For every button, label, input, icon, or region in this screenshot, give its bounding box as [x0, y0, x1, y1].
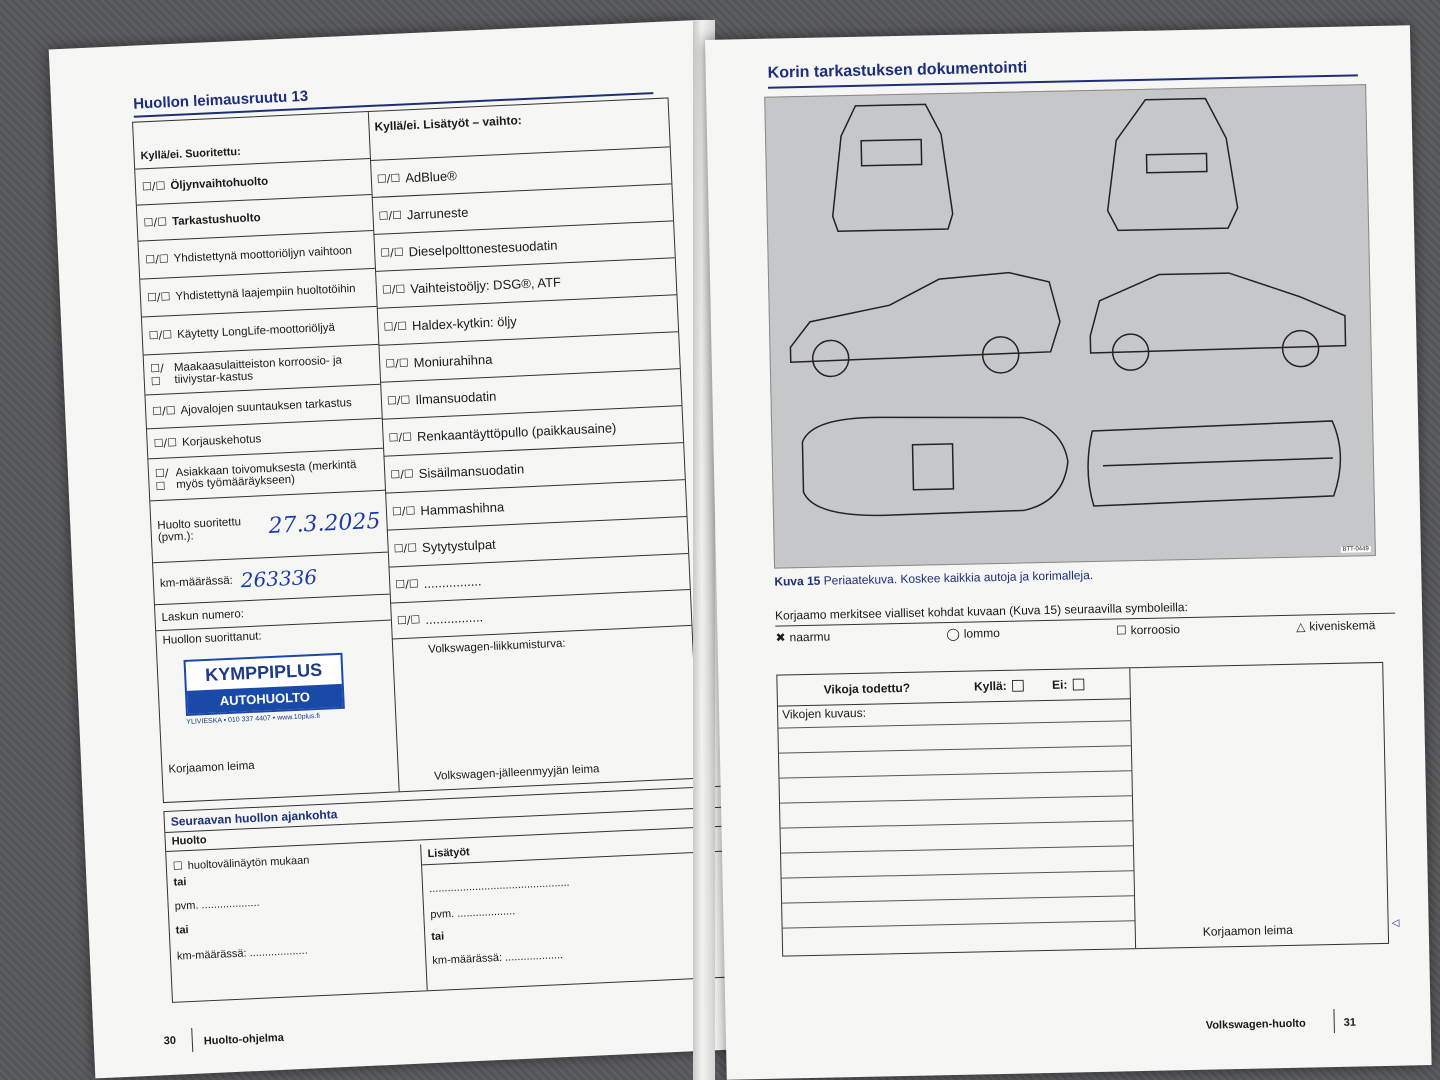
- performer-label: Huollon suorittanut:: [162, 630, 262, 647]
- yes-no-checkbox[interactable]: ☐/☐: [393, 540, 418, 555]
- interval-label: huoltovälinäytön mukaan: [187, 854, 310, 873]
- defects-description-area: [778, 698, 1136, 955]
- page-number: 30: [163, 1034, 177, 1048]
- symbol-label: naarmu: [789, 629, 831, 645]
- description-lines: [778, 720, 1135, 952]
- left-items-list: [135, 158, 385, 500]
- extra-work-label: Vaihteistoöljy: DSG®, ATF: [409, 273, 562, 296]
- stamp-line1: KYMPPIPLUS: [204, 659, 323, 686]
- yes-no-checkbox[interactable]: ☐/☐: [143, 215, 168, 230]
- no-checkbox[interactable]: ☐: [1071, 674, 1086, 694]
- extra-km-field: km-määrässä: ...................: [432, 949, 564, 968]
- extra-work-label: Haldex-kytkin: öljy: [411, 313, 517, 333]
- continue-arrow-icon: ◁: [1391, 917, 1400, 929]
- interval-checkbox[interactable]: ☐: [172, 859, 184, 873]
- footer-section: Volkswagen-huolto: [1205, 1017, 1306, 1032]
- service-item-label: Käytetty LongLife-moottoriöljyä: [176, 321, 336, 341]
- next-service-box: [163, 786, 733, 1003]
- right-column-header: Kyllä/ei. Lisätyöt – vaihto:: [374, 113, 523, 134]
- service-date-row: [150, 490, 388, 563]
- extra-work-label: Hammashihna: [420, 498, 505, 518]
- yes-no-checkbox[interactable]: ☐/☐: [149, 361, 165, 388]
- symbol-icon: △: [1295, 619, 1306, 634]
- yes-no-checkbox[interactable]: ☐/☐: [391, 503, 416, 518]
- page-title: Huollon leimausruutu 13: [132, 87, 309, 113]
- left-page: [49, 20, 745, 1078]
- yes-no-checkbox[interactable]: ☐/☐: [384, 355, 409, 371]
- service-grid: [132, 97, 699, 803]
- service-item-label: Asiakkaan toivomuksesta (merkintä myös työmääräykseen): [175, 458, 357, 491]
- yes-no-checkbox[interactable]: ☐/☐: [153, 436, 178, 451]
- yes-no-checkbox[interactable]: ☐/☐: [154, 465, 169, 493]
- workshop-stamp-label: Korjaamon leima: [168, 759, 255, 776]
- caption-label: Kuva 15: [774, 573, 821, 589]
- km-label: km-määrässä:: [159, 574, 234, 590]
- workshop-stamp-label: Korjaamon leima: [1202, 922, 1293, 939]
- invoice-label: Laskun numero:: [161, 607, 245, 624]
- service-item-label: Maakaasulaitteiston korroosio- ja tiiviystar-kastus: [173, 354, 343, 386]
- service-item-label: Tarkastushuolto: [171, 211, 261, 228]
- instruction-text: Korjaamo merkitsee vialliset kohdat kuvaan (Kuva 15) seuraavilla symboleilla:: [775, 596, 1395, 627]
- yes-no-checkbox[interactable]: ☐/☐: [141, 179, 166, 194]
- yes-no-checkbox[interactable]: ☐/☐: [376, 171, 401, 186]
- mobility-row: [392, 625, 698, 788]
- no-label: Ei:: [1051, 677, 1068, 692]
- right-page: [705, 25, 1432, 1080]
- yes-no-checkbox[interactable]: ☐/☐: [379, 245, 404, 260]
- symbol-icon: ☐: [1115, 623, 1127, 638]
- symbol-0: [775, 630, 830, 645]
- side-view-hatchback: [1089, 271, 1346, 353]
- extra-work-label: Jarruneste: [406, 204, 469, 222]
- underbody-view-car: [1087, 421, 1341, 506]
- yes-no-checkbox[interactable]: ☐/☐: [146, 290, 171, 305]
- yes-no-checkbox[interactable]: ☐/☐: [151, 404, 176, 419]
- extra-work-label: ................: [423, 573, 482, 592]
- yes-no-checkbox[interactable]: ☐/☐: [388, 429, 413, 444]
- mobility-label: Volkswagen-liikkumisturva:: [428, 637, 566, 656]
- dealer-stamp-label: Volkswagen-jälleenmyyjän leima: [433, 763, 600, 783]
- or-label-3: tai: [431, 930, 445, 944]
- extra-work-label: Moniurahihna: [413, 351, 493, 370]
- yes-no-checkbox[interactable]: ☐/☐: [378, 208, 403, 223]
- extra-work-label: ................: [425, 609, 484, 627]
- yes-label: Kyllä:: [973, 678, 1007, 694]
- date-field: pvm. ...................: [174, 896, 260, 913]
- front-view-car: [1105, 98, 1238, 231]
- top-view-car: [802, 413, 1069, 517]
- caption-text: Periaatekuva. Koskee kaikkia autoja ja korimalleja.: [823, 567, 1094, 588]
- footer-section: Huolto-ohjelma: [203, 1031, 285, 1048]
- yes-no-checkbox[interactable]: ☐/☐: [148, 328, 173, 343]
- km-field: km-määrässä: ...................: [176, 944, 308, 963]
- car-body-diagram: [764, 84, 1376, 569]
- yes-no-checkbox[interactable]: ☐/☐: [383, 319, 408, 334]
- service-date-label: Huolto suoritettu (pvm.):: [157, 515, 242, 544]
- right-column: [368, 98, 699, 791]
- left-column-header: Kyllä/ei. Suoritettu:: [140, 145, 242, 163]
- right-items-list: [370, 146, 691, 638]
- rear-view-car: [830, 104, 953, 231]
- symbol-label: korroosio: [1130, 622, 1181, 638]
- symbol-1: [946, 626, 1000, 641]
- or-label: tai: [173, 876, 187, 889]
- next-service-title: Seuraavan huollon ajankohta: [164, 787, 724, 833]
- service-date-value: 27.3.2025: [267, 508, 381, 539]
- extra-work-label: Ilmansuodatin: [415, 388, 497, 407]
- service-item-label: Ajovalojen suuntauksen tarkastus: [180, 396, 353, 417]
- defects-box: [776, 662, 1389, 957]
- symbol-3: [1296, 618, 1376, 634]
- service-column: [166, 844, 427, 1001]
- symbol-label: lommo: [963, 625, 1000, 641]
- service-item-label: Korjauskehotus: [181, 432, 262, 449]
- footer-divider: [1333, 1009, 1335, 1033]
- left-column: [133, 112, 403, 802]
- side-view-sedan: [789, 272, 1061, 363]
- stamp-line3: YLIVIESKA • 010 337 4407 • www.10plus.fi: [186, 712, 321, 726]
- page-title: Korin tarkastuksen dokumentointi: [767, 59, 1028, 82]
- yes-no-checkbox[interactable]: ☐/☐: [381, 282, 406, 297]
- figure-code: BTT-0449: [1342, 546, 1369, 553]
- extra-work-label: AdBlue®: [404, 167, 458, 185]
- yes-no-checkbox[interactable]: ☐/☐: [386, 392, 411, 407]
- extra-work-label: Sytytystulpat: [421, 536, 497, 555]
- page-number: 31: [1343, 1016, 1357, 1029]
- extra-work-column: [421, 831, 732, 991]
- extra-date-field: pvm. ...................: [430, 905, 516, 922]
- defects-question: Vikoja todettu?: [823, 680, 911, 697]
- symbol-icon: ◯: [946, 626, 960, 642]
- service-item-label: Yhdistettynä moottoriöljyn vaihtoon: [173, 244, 353, 265]
- stamp-line2: AUTOHUOLTO: [187, 684, 343, 714]
- performer-row: [156, 620, 398, 781]
- yes-no-checkbox[interactable]: ☐/☐: [396, 613, 421, 628]
- symbol-2: [1116, 622, 1180, 637]
- extra-work-label: Sisäilmansuodatin: [418, 460, 525, 481]
- extra-work-line: ..............................................: [428, 876, 570, 896]
- service-item-label: Öljynvaihtohuolto: [170, 175, 269, 192]
- yes-no-checkbox[interactable]: ☐/☐: [145, 252, 170, 267]
- extra-work-label: Lisätyöt: [421, 831, 727, 866]
- symbol-icon: ✖: [775, 630, 786, 645]
- car-outlines: [765, 85, 1375, 567]
- service-label: Huolto: [165, 808, 725, 852]
- service-item-label: Yhdistettynä laajempiin huoltotöihin: [175, 282, 356, 303]
- km-value: 263336: [240, 564, 318, 592]
- extra-work-label: Dieselpolttonestesuodatin: [408, 237, 558, 259]
- defects-description-label: Vikojen kuvaus:: [781, 705, 867, 722]
- yes-checkbox[interactable]: ☐: [1010, 675, 1026, 696]
- yes-no-checkbox[interactable]: ☐/☐: [395, 577, 420, 592]
- yes-no-checkbox[interactable]: ☐/☐: [390, 466, 415, 481]
- symbol-label: kiveniskemä: [1309, 618, 1376, 634]
- workshop-stamp-logo: [184, 653, 345, 716]
- footer-divider: [191, 1028, 193, 1052]
- or-label-2: tai: [175, 924, 189, 937]
- figure-caption: [774, 568, 1093, 589]
- extra-work-label: Renkaantäyttöpullo (paikkausaine): [416, 419, 617, 444]
